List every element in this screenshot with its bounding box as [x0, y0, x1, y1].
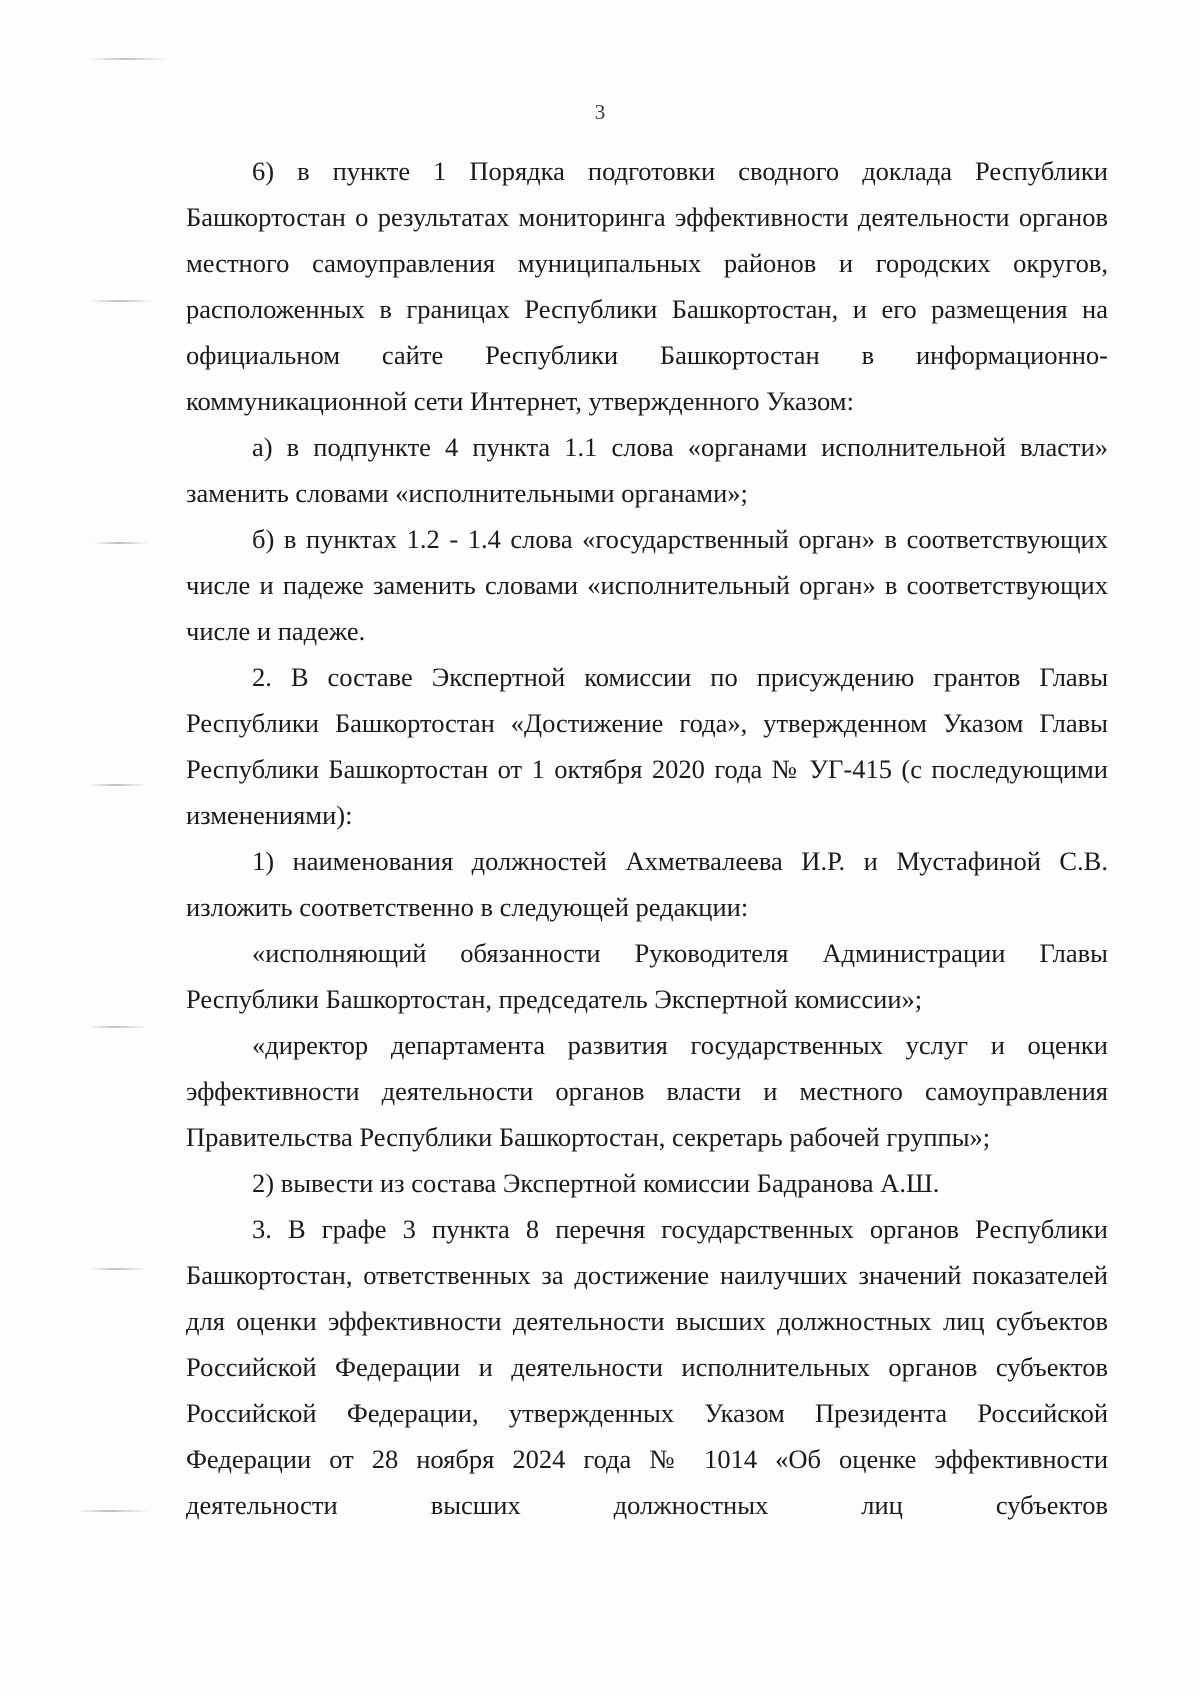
- paragraph-item-6: 6) в пункте 1 Порядка подготовки сводного доклада Республики Башкортостан о результатах мониторинга эффективности деятельности органов местного самоуправления муниципальных районов и городских округов, расположенных в границах Республики Башкортостан, и его размещения на официальном сайте Республики Башкортостан в информационно-коммуникационной сети Интернет, утвержденного Указом:: [186, 156, 1108, 416]
- document-body: [186, 148, 1108, 1528]
- paragraph-section-2-item-2: 2) вывести из состава Экспертной комиссии Бадранова А.Ш.: [252, 1168, 940, 1198]
- paragraph-subitem-b: б) в пунктах 1.2 - 1.4 слова «государственный орган» в соответствующих числе и падеже заменить словами «исполнительный орган» в соответствующих числе и падеже.: [186, 524, 1108, 646]
- scan-artifact: [90, 300, 152, 302]
- paragraph-section-2-item-1: 1) наименования должностей Ахметвалеева И.Р. и Мустафиной С.В. изложить соответственно в следующей редакции:: [186, 846, 1108, 922]
- scan-artifact: [88, 58, 168, 60]
- page-number: 3: [594, 100, 606, 124]
- scan-artifact: [92, 542, 150, 544]
- scan-artifact: [76, 1510, 150, 1512]
- scan-artifact: [88, 1026, 148, 1028]
- paragraph-section-2: 2. В составе Экспертной комиссии по присуждению грантов Главы Республики Башкортостан «Достижение года», утвержденном Указом Главы Республики Башкортостан от 1 октября 2020 года № УГ-415 (с последующими изменениями):: [186, 662, 1108, 830]
- paragraph-section-3: 3. В графе 3 пункта 8 перечня государственных органов Республики Башкортостан, ответственных за достижение наилучших значений показателей для оценки эффективности деятельности высших должностных лиц субъектов Российской Федерации и деятельности исполнительных органов субъектов Российской Федерации, утвержденных Указом Президента Российской Федерации от 28 ноября 2024 года № 1014 «Об оценке эффективности деятельности высших должностных лиц субъектов: [186, 1214, 1108, 1520]
- quoted-position-secretary: «директор департамента развития государственных услуг и оценки эффективности деятельности органов власти и местного самоуправления Правительства Республики Башкортостан, секретарь рабочей группы»;: [186, 1030, 1108, 1152]
- paragraph-subitem-a: а) в подпункте 4 пункта 1.1 слова «органами исполнительной власти» заменить словами «исполнительными органами»;: [186, 432, 1108, 508]
- scan-artifact: [88, 784, 148, 786]
- scan-artifact: [90, 1268, 146, 1270]
- quoted-position-chairman: «исполняющий обязанности Руководителя Администрации Главы Республики Башкортостан, председатель Экспертной комиссии»;: [186, 938, 1108, 1014]
